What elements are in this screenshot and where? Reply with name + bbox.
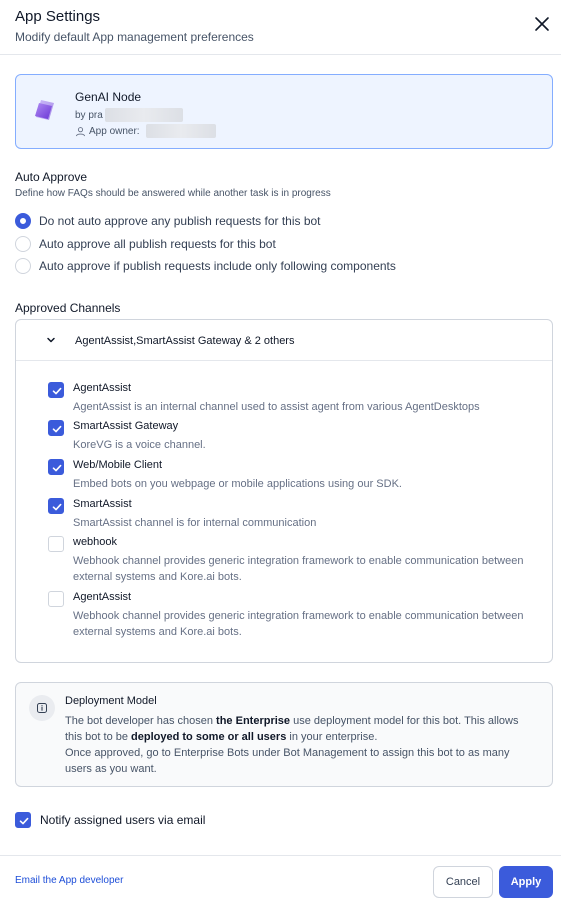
close-icon (530, 12, 554, 36)
info-icon (29, 695, 55, 721)
email-developer-link[interactable]: Email the App developer (15, 875, 124, 886)
radio-label: Do not auto approve any publish requests for this bot (39, 214, 321, 228)
deploy-text-part: in your enterprise. (286, 731, 378, 743)
radio-label: Auto approve all publish requests for this bot (39, 237, 276, 251)
channel-name: AgentAssist (73, 591, 132, 603)
app-owner-label: App owner: (89, 125, 140, 137)
radio-button[interactable] (15, 213, 31, 229)
channel-description: Embed bots on you webpage or mobile applications using our SDK. (73, 478, 402, 490)
person-icon (75, 126, 86, 137)
channel-name: Web/Mobile Client (73, 459, 163, 471)
modal-header (0, 0, 561, 55)
close-button[interactable] (530, 12, 554, 36)
notify-users-option[interactable] (15, 812, 205, 828)
modal-title: App Settings (15, 8, 101, 25)
channel-checkbox[interactable] (48, 536, 64, 552)
checkmark-icon (51, 423, 63, 435)
channel-name: SmartAssist (73, 498, 132, 510)
app-name: GenAI Node (75, 90, 142, 104)
channel-checkbox[interactable] (48, 382, 64, 398)
channel-description: Webhook channel provides generic integration framework to enable communication between external systems and Kore.ai bots. (73, 610, 524, 638)
chevron-down-icon (46, 335, 56, 345)
app-info-card (15, 74, 553, 149)
radio-option-auto-approve-all[interactable] (15, 236, 276, 252)
approved-channels-title: Approved Channels (15, 301, 121, 315)
channel-description: SmartAssist channel is for internal communication (73, 517, 317, 529)
radio-label: Auto approve if publish requests include only following components (39, 259, 396, 273)
deploy-text-part: Once approved, go to Enterprise Bots under Bot Management to assign this bot to as many users as you want. (65, 747, 510, 775)
modal-subtitle: Modify default App management preferences (15, 30, 254, 44)
notify-label: Notify assigned users via email (40, 813, 206, 827)
auto-approve-title: Auto Approve (15, 170, 88, 184)
deployment-model-panel (15, 682, 553, 787)
channel-name: webhook (73, 536, 118, 548)
radio-button[interactable] (15, 258, 31, 274)
channels-panel (15, 319, 553, 663)
apply-button[interactable]: Apply (499, 866, 553, 898)
channel-checkbox[interactable] (48, 591, 64, 607)
radio-button[interactable] (15, 236, 31, 252)
modal-footer (0, 855, 561, 905)
deploy-text-part: use deployment model for this bot. This allows this bot to be (65, 715, 519, 743)
app-owner (75, 124, 216, 138)
channel-name: AgentAssist (73, 382, 132, 394)
cancel-button[interactable]: Cancel (433, 866, 493, 898)
deploy-text-bold: the Enterprise (216, 715, 291, 727)
channel-description: KoreVG is a voice channel. (73, 439, 206, 451)
deploy-text-part: The bot developer has chosen (65, 715, 217, 727)
deployment-model-title: Deployment Model (65, 695, 157, 707)
channels-summary: AgentAssist,SmartAssist Gateway & 2 others (75, 335, 295, 347)
channel-name: SmartAssist Gateway (73, 420, 179, 432)
checkmark-icon (51, 501, 63, 513)
checkmark-icon (51, 462, 63, 474)
redacted-developer (105, 108, 183, 122)
deploy-text-bold: deployed to some or all users (131, 731, 287, 743)
auto-approve-description: Define how FAQs should be answered while another task is in progress (15, 188, 331, 199)
checkmark-icon (18, 815, 30, 827)
app-developer (75, 108, 183, 122)
radio-option-no-auto-approve[interactable] (15, 213, 321, 229)
notify-checkbox[interactable] (15, 812, 31, 828)
channel-checkbox[interactable] (48, 459, 64, 475)
channels-collapse-header[interactable] (16, 320, 552, 361)
channel-checkbox[interactable] (48, 498, 64, 514)
checkmark-icon (51, 385, 63, 397)
channel-description: Webhook channel provides generic integration framework to enable communication between external systems and Kore.ai bots. (73, 555, 524, 583)
channel-checkbox[interactable] (48, 420, 64, 436)
app-logo-icon (32, 97, 58, 123)
redacted-owner (146, 124, 216, 138)
app-by-text: by pra (75, 109, 103, 121)
deployment-model-text (65, 713, 535, 777)
channel-description: AgentAssist is an internal channel used to assist agent from various AgentDesktops (73, 401, 480, 413)
radio-option-auto-approve-components[interactable] (15, 258, 396, 274)
